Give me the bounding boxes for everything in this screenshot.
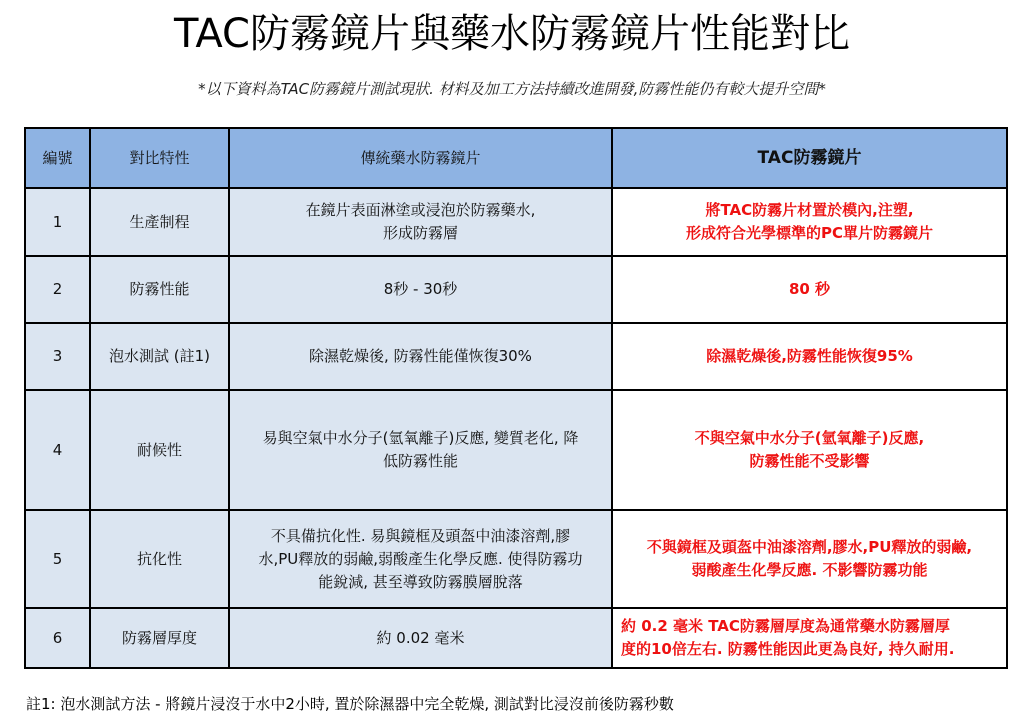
table-row [25, 510, 1007, 608]
row-feature: 抗化性 [90, 510, 229, 608]
row-feature: 防霧層厚度 [90, 608, 229, 668]
page-title: TAC防霧鏡片與藥水防霧鏡片性能對比 [174, 11, 850, 57]
table-header-row [25, 128, 1007, 188]
row-feature: 耐候性 [90, 390, 229, 510]
row-feature: 泡水測試 (註1) [90, 323, 229, 390]
header-tac: TAC防霧鏡片 [612, 128, 1007, 188]
row-tac: 除濕乾燥後,防霧性能恢復95% [612, 323, 1007, 390]
row-number: 5 [25, 510, 90, 608]
row-tac: 不與鏡框及頭盔中油漆溶劑,膠水,PU釋放的弱鹼, 弱酸產生化學反應. 不影響防霧功能 [612, 510, 1007, 608]
table-row [25, 608, 1007, 668]
row-traditional: 易與空氣中水分子(氫氧離子)反應, 變質老化, 降 低防霧性能 [229, 390, 612, 510]
header-feature: 對比特性 [90, 128, 229, 188]
row-traditional: 不具備抗化性. 易與鏡框及頭盔中油漆溶劑,膠 水,PU釋放的弱鹼,弱酸產生化學反應. 使得防霧功 能銳減, 甚至導致防霧膜層脫落 [229, 510, 612, 608]
row-traditional: 約 0.02 毫米 [229, 608, 612, 668]
row-traditional: 除濕乾燥後, 防霧性能僅恢復30% [229, 323, 612, 390]
row-traditional: 8秒 - 30秒 [229, 256, 612, 323]
table-row [25, 188, 1007, 256]
comparison-table [24, 127, 1008, 669]
row-tac: 不與空氣中水分子(氫氧離子)反應, 防霧性能不受影響 [612, 390, 1007, 510]
table-row [25, 256, 1007, 323]
row-tac: 80 秒 [612, 256, 1007, 323]
row-tac: 約 0.2 毫米 TAC防霧層厚度為通常藥水防霧層厚 度的10倍左右. 防霧性能因此更為良好, 持久耐用. [612, 608, 1007, 668]
row-number: 4 [25, 390, 90, 510]
row-number: 3 [25, 323, 90, 390]
header-number: 編號 [25, 128, 90, 188]
row-number: 2 [25, 256, 90, 323]
row-number: 1 [25, 188, 90, 256]
row-number: 6 [25, 608, 90, 668]
page-subtitle: *以下資料為TAC防霧鏡片測試現狀. 材料及加工方法持續改進開發,防霧性能仍有較大提升空間* [198, 80, 826, 98]
row-tac: 將TAC防霧片材置於模內,注塑, 形成符合光學標準的PC單片防霧鏡片 [612, 188, 1007, 256]
table-row [25, 390, 1007, 510]
header-traditional: 傳統藥水防霧鏡片 [229, 128, 612, 188]
footnote: 註1: 泡水測試方法 - 將鏡片浸沒于水中2小時, 置於除濕器中完全乾燥, 測試對比浸沒前後防霧秒數 [26, 695, 674, 713]
row-feature: 防霧性能 [90, 256, 229, 323]
row-traditional: 在鏡片表面淋塗或浸泡於防霧藥水, 形成防霧層 [229, 188, 612, 256]
row-feature: 生產制程 [90, 188, 229, 256]
table-row [25, 323, 1007, 390]
